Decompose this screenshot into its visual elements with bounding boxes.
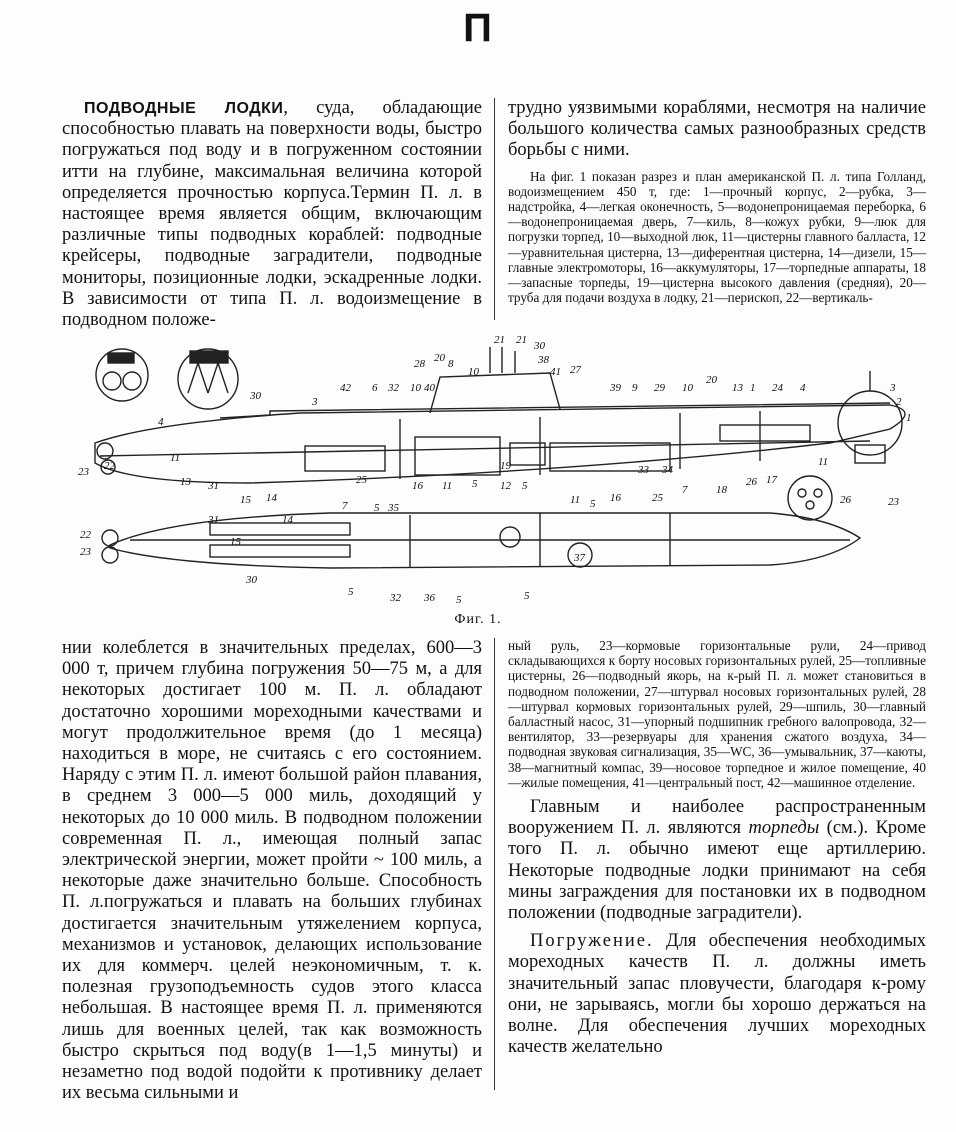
svg-text:32: 32 (390, 592, 401, 604)
figure-legend-part2: ный руль, 23—кормовые горизонтальные рули, 24—привод складывающихся к борту носовых горизонтальных рулей, 25—топливные цистерны, 26—подводный якорь, на к-рый П. л. может становиться в подводном положении, 27—штурвал носовых горизонтальных рулей, 28—штурвал кормовых горизонтальных рулей, 29—шпиль, 30—главный балластный насос, 31—упорный подшипник гребного валопровода, 32—вентилятор, 33—резервуары для хранения сжатого воздуха, 34—подводная звуковая сигнализация, 35—WC, 36—умывальник, 37—каюты, 38—магнитный компас, 39—носовое торпедное и жилое помещение, 40—жилые помещения, 41—центральный пост, 42—машинное отделение. (508, 638, 926, 790)
svg-text:11: 11 (170, 452, 181, 464)
svg-text:1: 1 (906, 412, 912, 424)
svg-text:26: 26 (746, 476, 757, 488)
svg-text:20: 20 (706, 374, 717, 386)
svg-text:4: 4 (800, 382, 806, 394)
svg-text:35: 35 (388, 502, 399, 514)
article-right-top-column (508, 98, 926, 305)
section-letter: П (463, 6, 493, 50)
svg-text:5: 5 (374, 502, 380, 514)
svg-text:24: 24 (772, 382, 783, 394)
svg-text:8: 8 (448, 358, 454, 370)
svg-text:16: 16 (610, 492, 621, 504)
article-intro-column (62, 98, 482, 331)
svg-text:20: 20 (434, 352, 445, 364)
svg-text:42: 42 (340, 382, 351, 394)
svg-text:31: 31 (208, 480, 219, 492)
svg-text:9: 9 (632, 382, 638, 394)
svg-text:4: 4 (158, 416, 164, 428)
article-right-bottom-column (508, 638, 926, 1058)
svg-text:14: 14 (266, 492, 277, 504)
svg-text:21: 21 (494, 334, 505, 346)
svg-text:17: 17 (766, 474, 777, 486)
svg-text:5: 5 (348, 586, 354, 598)
svg-text:26: 26 (840, 494, 851, 506)
armament-text-b: (см.). Кроме того П. л. обычно имеют еще артиллерию. Некоторые подводные лодки принимают на себя мины заграждения для постановки их в подводном положении (подводные заградители). (508, 818, 926, 924)
svg-text:30: 30 (250, 390, 261, 402)
svg-text:1: 1 (750, 382, 756, 394)
right-top-text: трудно уязвимыми кораблями, несмотря на наличие большого количества самых разнообразных средств борьбы с ними. (508, 98, 926, 161)
column-divider-top (494, 98, 495, 320)
dive-paragraph (508, 931, 926, 1058)
svg-text:11: 11 (570, 494, 581, 506)
dive-text: Для обеспечения необходимых мореходных качеств П. л. должны иметь значительный запас пловучести, благодаря к-рому они, не зарываясь, могли бы хорошо держаться на волне. Для обеспечения лучших мореходных качеств желательно (508, 931, 926, 1058)
svg-text:33: 33 (638, 464, 649, 476)
svg-text:11: 11 (442, 480, 453, 492)
svg-text:7: 7 (682, 484, 688, 496)
svg-text:5: 5 (472, 478, 478, 490)
dive-heading: Погружение. (530, 931, 654, 952)
svg-text:22: 22 (104, 460, 115, 472)
svg-text:39: 39 (610, 382, 621, 394)
svg-text:3: 3 (312, 396, 318, 408)
svg-text:38: 38 (538, 354, 549, 366)
svg-text:10: 10 (682, 382, 693, 394)
svg-text:5: 5 (522, 480, 528, 492)
svg-text:40: 40 (424, 382, 435, 394)
svg-text:15: 15 (230, 536, 241, 548)
svg-text:5: 5 (456, 594, 462, 606)
svg-text:5: 5 (590, 498, 596, 510)
svg-text:30: 30 (246, 574, 257, 586)
svg-text:12: 12 (500, 480, 511, 492)
svg-text:23: 23 (80, 546, 91, 558)
svg-text:30: 30 (534, 340, 545, 352)
svg-text:16: 16 (412, 480, 423, 492)
figure-legend-part1: На фиг. 1 показан разрез и план американской П. л. типа Голланд, водоизмещением 450 т, где: 1—прочный корпус, 2—рубка, 3—надстройка, 4—легкая оконечность, 5—водонепроницаемая переборка, 6—водонепроницаемая дверь, 7—киль, 8—кожух рубки, 9—люк для погрузки торпед, 10—выходной люк, 11—цистерны главного балласта, 12—уравнительная цистерна, 13—диферентная цистерна, 14—дизели, 15—главные электромоторы, 16—аккумуляторы, 17—торпедные аппараты, 18—запасные торпеды, 19—цистерна высокого давления (средняя), 20—труба для подачи воздуха в лодку, 21—перископ, 22—вертикаль- (508, 168, 926, 306)
svg-text:18: 18 (716, 484, 727, 496)
svg-text:32: 32 (388, 382, 399, 394)
svg-text:6: 6 (372, 382, 378, 394)
svg-text:28: 28 (414, 358, 425, 370)
svg-text:10: 10 (468, 366, 479, 378)
svg-text:27: 27 (570, 364, 581, 376)
armament-text-a: Главным и наиболее распространенным вооружением П. л. являются (508, 797, 926, 839)
svg-text:25: 25 (356, 474, 367, 486)
svg-text:31: 31 (208, 514, 219, 526)
armament-emphasis: торпеды (748, 818, 820, 839)
svg-text:29: 29 (654, 382, 665, 394)
article-term: ПОДВОДНЫЕ ЛОДКИ (84, 100, 284, 117)
svg-text:25: 25 (652, 492, 663, 504)
svg-text:34: 34 (662, 464, 673, 476)
svg-text:23: 23 (78, 466, 89, 478)
svg-text:22: 22 (80, 529, 91, 541)
svg-text:15: 15 (240, 494, 251, 506)
svg-text:37: 37 (574, 552, 585, 564)
left-bottom-text: нии колеблется в значительных пределах, 600—3 000 т, причем глубина погружения 50—75 м, а для некоторых достигает 100 м. П. л. обладают достаточно хорошими мореходными качествами и могут продолжительное время (до 1 месяца) находиться в море, не считаясь с его состоянием. Наряду с этим П. л. имеют большой район плавания, в среднем 3 000—5 000 миль, доходящий у некоторых до 10 000 миль. В подводном положении современная П. л., имеющая полный запас электрической энергии, может пройти ~ 100 миль, а некоторые даже значительно больше. Способность П. л.погружаться и плавать на больших глубинах достигается значительным утяжелением корпуса, механизмов и установок, делающих использование их для коммерч. целей неэкономичным, т. к. полезная грузоподъемность судов этого класса небольшая. В настоящее время П. л. применяются лишь для военных целей, так как возможность быстро скрыться под воду(в 1—1,5 минуты) и незаметно под водой подойти к противнику делает их весьма сильными и (62, 638, 482, 1104)
svg-text:13: 13 (180, 476, 191, 488)
svg-text:14: 14 (282, 514, 293, 526)
article-intro-text: , суда, обладающие способностью плавать на поверхности воды, быстро погружаться под воду и в погруженном состоянии итти на глубине, максимальная величина которой определяется прочностью корпуса.Термин П. л. в настоящее время является общим, включающим различные типы подводных кораблей: подводные крейсеры, подводные заградители, подводные мониторы, позиционные лодки, эскадренные лодки. В зависимости от типа П. л. водоизмещение в подводном положе- (62, 98, 483, 331)
svg-text:36: 36 (424, 592, 435, 604)
article-left-bottom-column (62, 638, 482, 1104)
svg-text:7: 7 (342, 500, 348, 512)
svg-text:21: 21 (516, 334, 527, 346)
svg-text:11: 11 (818, 456, 829, 468)
armament-paragraph (508, 797, 926, 924)
svg-text:13: 13 (732, 382, 743, 394)
submarine-diagram (70, 333, 930, 608)
svg-text:2: 2 (896, 396, 902, 408)
column-divider-bottom (494, 638, 495, 1090)
svg-text:41: 41 (550, 366, 561, 378)
svg-text:10: 10 (410, 382, 421, 394)
svg-text:3: 3 (890, 382, 896, 394)
svg-text:19: 19 (500, 460, 511, 472)
bow-view-circle-small (788, 476, 832, 520)
figure-caption: Фиг. 1. (454, 612, 502, 627)
svg-text:23: 23 (888, 496, 899, 508)
svg-text:5: 5 (524, 590, 530, 602)
